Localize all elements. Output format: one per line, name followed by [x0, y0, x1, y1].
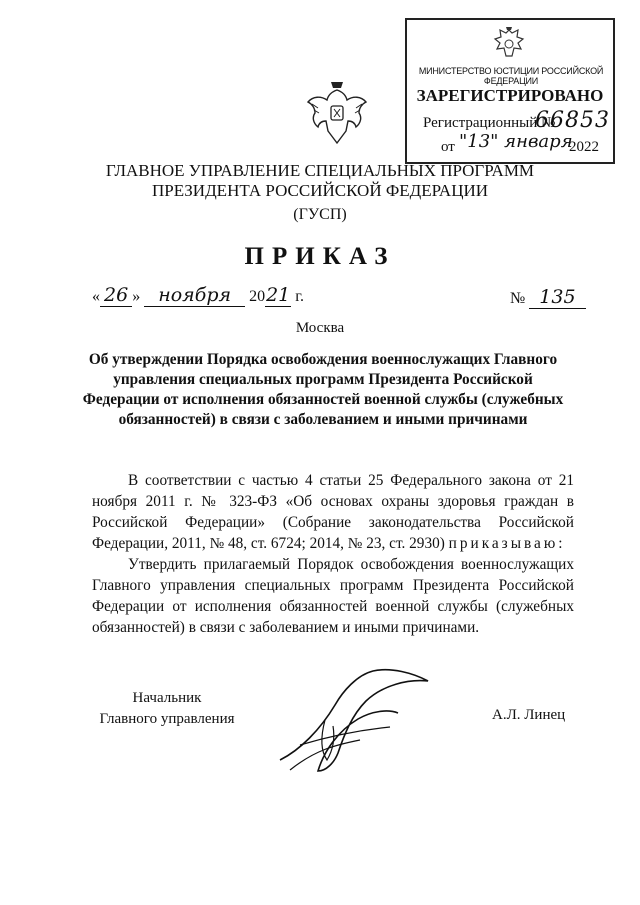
stamp-regnum-label: Регистрационный № — [423, 115, 556, 131]
coat-of-arms-icon — [306, 78, 368, 150]
signatory-title-line2: Главного управления — [99, 711, 235, 727]
order-date: « 26 » ноября 2021 г. — [92, 284, 305, 306]
order-year-suffix: 21 — [266, 284, 291, 306]
org-name-line2: ПРЕЗИДЕНТА РОССИЙСКОЙ ФЕДЕРАЦИИ — [151, 181, 489, 200]
preamble-paragraph — [92, 470, 574, 554]
registration-stamp — [405, 18, 615, 164]
signatory-title-line1: Начальник — [132, 690, 202, 706]
document-title: Об утверждении Порядка освобождения военнослужащих Главного управления специальных программ Президента Российской Федерации от исполнения обязанностей военной службы (служебных обязанностей) в связи с заболеванием и иными причинами — [82, 351, 564, 428]
org-name-line1: ГЛАВНОЕ УПРАВЛЕНИЕ СПЕЦИАЛЬНЫХ ПРОГРАММ — [105, 161, 535, 180]
order-day: 26 — [100, 284, 132, 307]
document-type: ПРИКАЗ — [244, 243, 396, 270]
order-year-unit: г. — [295, 288, 305, 305]
stamp-registered: ЗАРЕГИСТРИРОВАНО — [416, 86, 604, 105]
handwritten-signature — [270, 660, 430, 780]
signatory-title — [92, 688, 242, 730]
order-word: приказываю: — [448, 535, 566, 552]
order-number — [510, 286, 586, 308]
city: Москва — [295, 320, 345, 336]
stamp-date-label: от — [441, 139, 455, 155]
preamble-text: В соответствии с частью 4 статьи 25 Федерального закона от 21 ноября 2011 г. № 323-ФЗ «Об основах охраны здоровья граждан в Российской Федерации» (Собрание законодательства Российской Федерации, 2011, № 48, ст. 6724; 2014, № 23, ст. 2930) — [92, 472, 574, 552]
order-number-label: № — [510, 290, 526, 307]
signatory-name: А.Л. Линец — [492, 707, 566, 723]
stamp-date-value: "13" января — [459, 131, 573, 152]
order-paragraph: Утвердить прилагаемый Порядок освобождения военнослужащих Главного управления специальных программ Президента Российской Федерации от исполнения обязанностей военной службы (служебных обязанностей) в связи с заболеванием и иными причинами. — [92, 556, 574, 636]
stamp-ministry: МИНИСТЕРСТВО ЮСТИЦИИ РОССИЙСКОЙ ФЕДЕРАЦИИ — [418, 66, 604, 86]
org-abbreviation: (ГУСП) — [293, 206, 347, 223]
stamp-year: 2022 — [569, 139, 599, 155]
stamp-regnum-value: 66853 — [535, 108, 610, 133]
order-number-value: 135 — [529, 286, 585, 309]
order-year-prefix: 20 — [249, 288, 266, 305]
order-month: ноября — [144, 284, 245, 307]
stamp-eagle-icon — [489, 24, 529, 64]
